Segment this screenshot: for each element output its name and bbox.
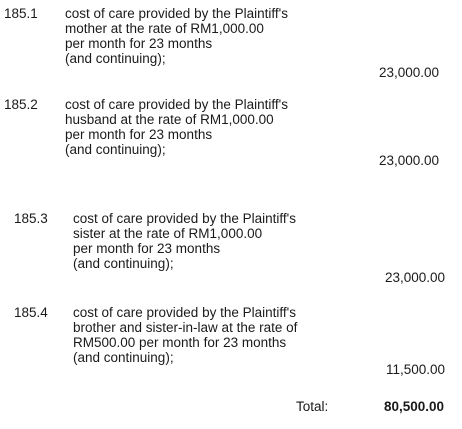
description-line: (and continuing); — [65, 51, 166, 66]
description-line: per month for 23 months — [65, 127, 213, 142]
item-number: 185.1 — [4, 6, 38, 21]
description-line: per month for 23 months — [65, 36, 213, 51]
item-description — [65, 6, 288, 66]
description-line: (and continuing); — [73, 256, 174, 271]
description-line: cost of care provided by the Plaintiff's — [73, 305, 296, 320]
item-number: 185.4 — [14, 305, 48, 320]
item-description — [73, 211, 296, 271]
description-line: (and continuing); — [73, 350, 174, 365]
item-number: 185.3 — [14, 211, 48, 226]
item-amount: 11,500.00 — [385, 362, 445, 377]
item-description — [73, 305, 297, 365]
description-line: RM500.00 per month for 23 months — [73, 335, 287, 350]
description-line: husband at the rate of RM1,000.00 — [65, 112, 274, 127]
item-amount: 23,000.00 — [378, 153, 439, 168]
total-label: Total: — [296, 399, 329, 414]
description-line: mother at the rate of RM1,000.00 — [65, 21, 264, 36]
description-line: cost of care provided by the Plaintiff's — [65, 6, 288, 21]
description-line: cost of care provided by the Plaintiff's — [73, 211, 296, 226]
item-amount: 23,000.00 — [384, 270, 445, 285]
item-number: 185.2 — [4, 97, 38, 112]
description-line: cost of care provided by the Plaintiff's — [65, 97, 288, 112]
description-line: (and continuing); — [65, 142, 166, 157]
description-line: brother and sister-in-law at the rate of — [73, 320, 298, 335]
description-line: sister at the rate of RM1,000.00 — [73, 226, 263, 241]
item-amount: 23,000.00 — [378, 65, 439, 80]
item-description — [65, 97, 288, 157]
description-line: per month for 23 months — [73, 241, 221, 256]
total-amount: 80,500.00 — [383, 399, 444, 414]
